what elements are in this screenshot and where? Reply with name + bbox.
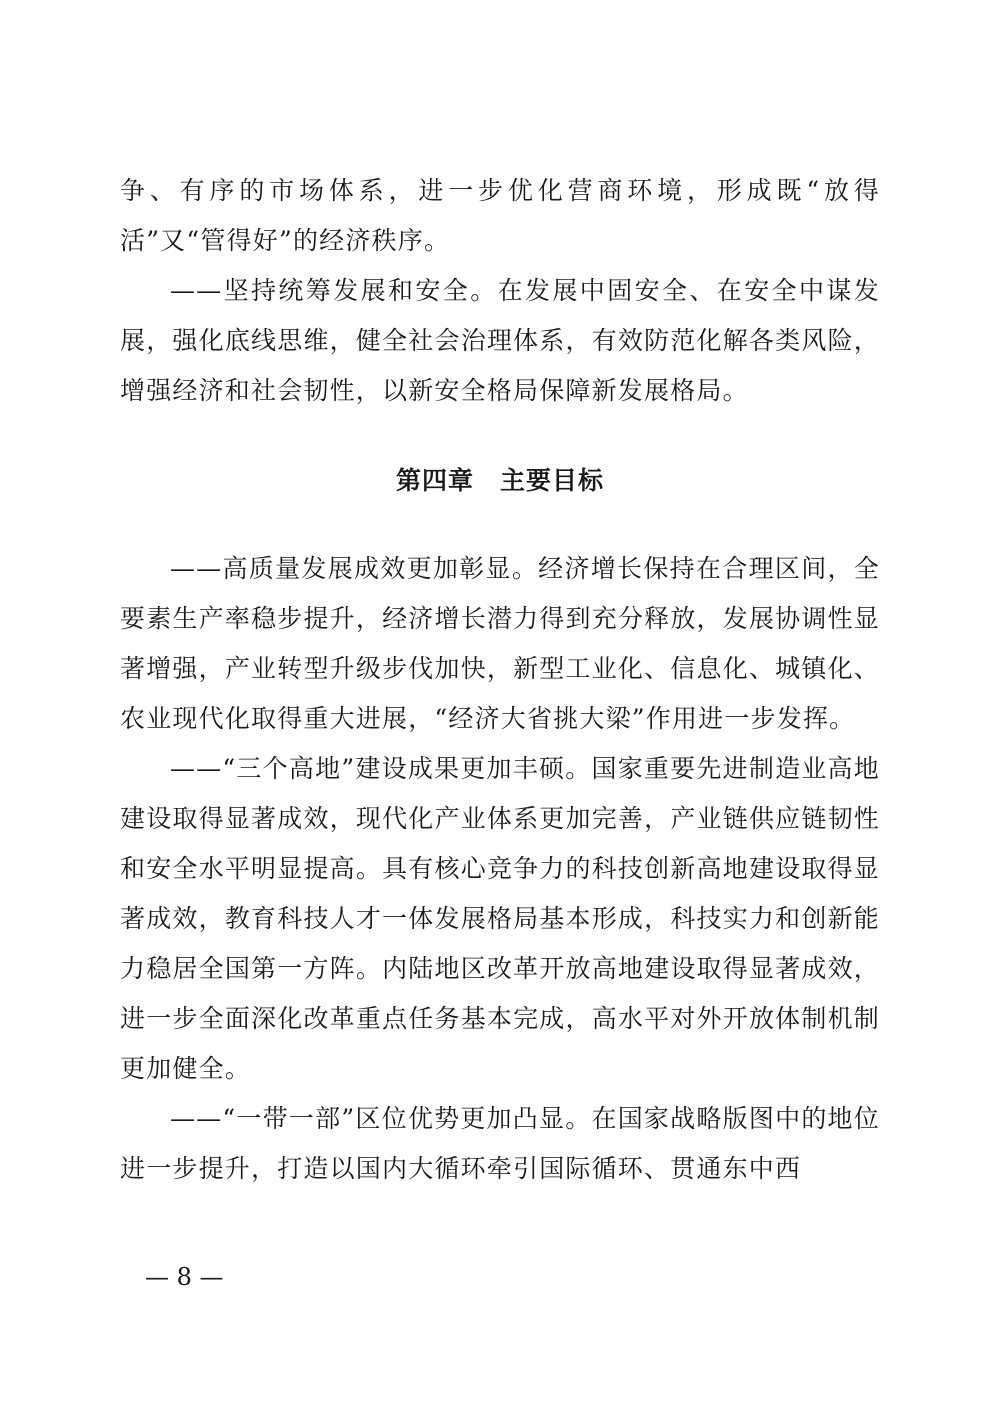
- paragraph-three-highlands: ——“三个高地”建设成果更加丰硕。国家重要先进制造业高地建设取得显著成效，现代化产业体系更加完善，产业链供应链韧性和安全水平明显提高。具有核心竞争力的科技创新高地建设取得显著成效，教育科技人才一体发展格局基本形成，科技实力和创新能力稳居全国第一方阵。内陆地区改革开放高地建设取得显著成效，进一步全面深化改革重点任务基本完成，高水平对外开放体制机制更加健全。: [120, 754, 880, 1083]
- page-number: — 8 —: [145, 1263, 224, 1291]
- paragraph-belt-region: ——“一带一部”区位优势更加凸显。在国家战略版图中的地位进一步提升，打造以国内大循环牵引国际循环、贯通东中西: [120, 1104, 880, 1183]
- paragraph-continued: 争、有序的市场体系，进一步优化营商环境，形成既“放得活”又“管得好”的经济秩序。: [120, 176, 880, 255]
- document-page: [120, 166, 880, 1194]
- chapter-title: 第四章 主要目标: [395, 466, 604, 495]
- paragraph-high-quality-development: ——高质量发展成效更加彰显。经济增长保持在合理区间，全要素生产率稳步提升，经济增长潜力得到充分释放，发展协调性显著增强，产业转型升级步伐加快，新型工业化、信息化、城镇化、农业现代化取得重大进展，“经济大省挑大梁”作用进一步发挥。: [120, 554, 880, 733]
- paragraph-development-security: ——坚持统筹发展和安全。在发展中固安全、在安全中谋发展，强化底线思维，健全社会治理体系，有效防范化解各类风险，增强经济和社会韧性，以新安全格局保障新发展格局。: [120, 276, 880, 405]
